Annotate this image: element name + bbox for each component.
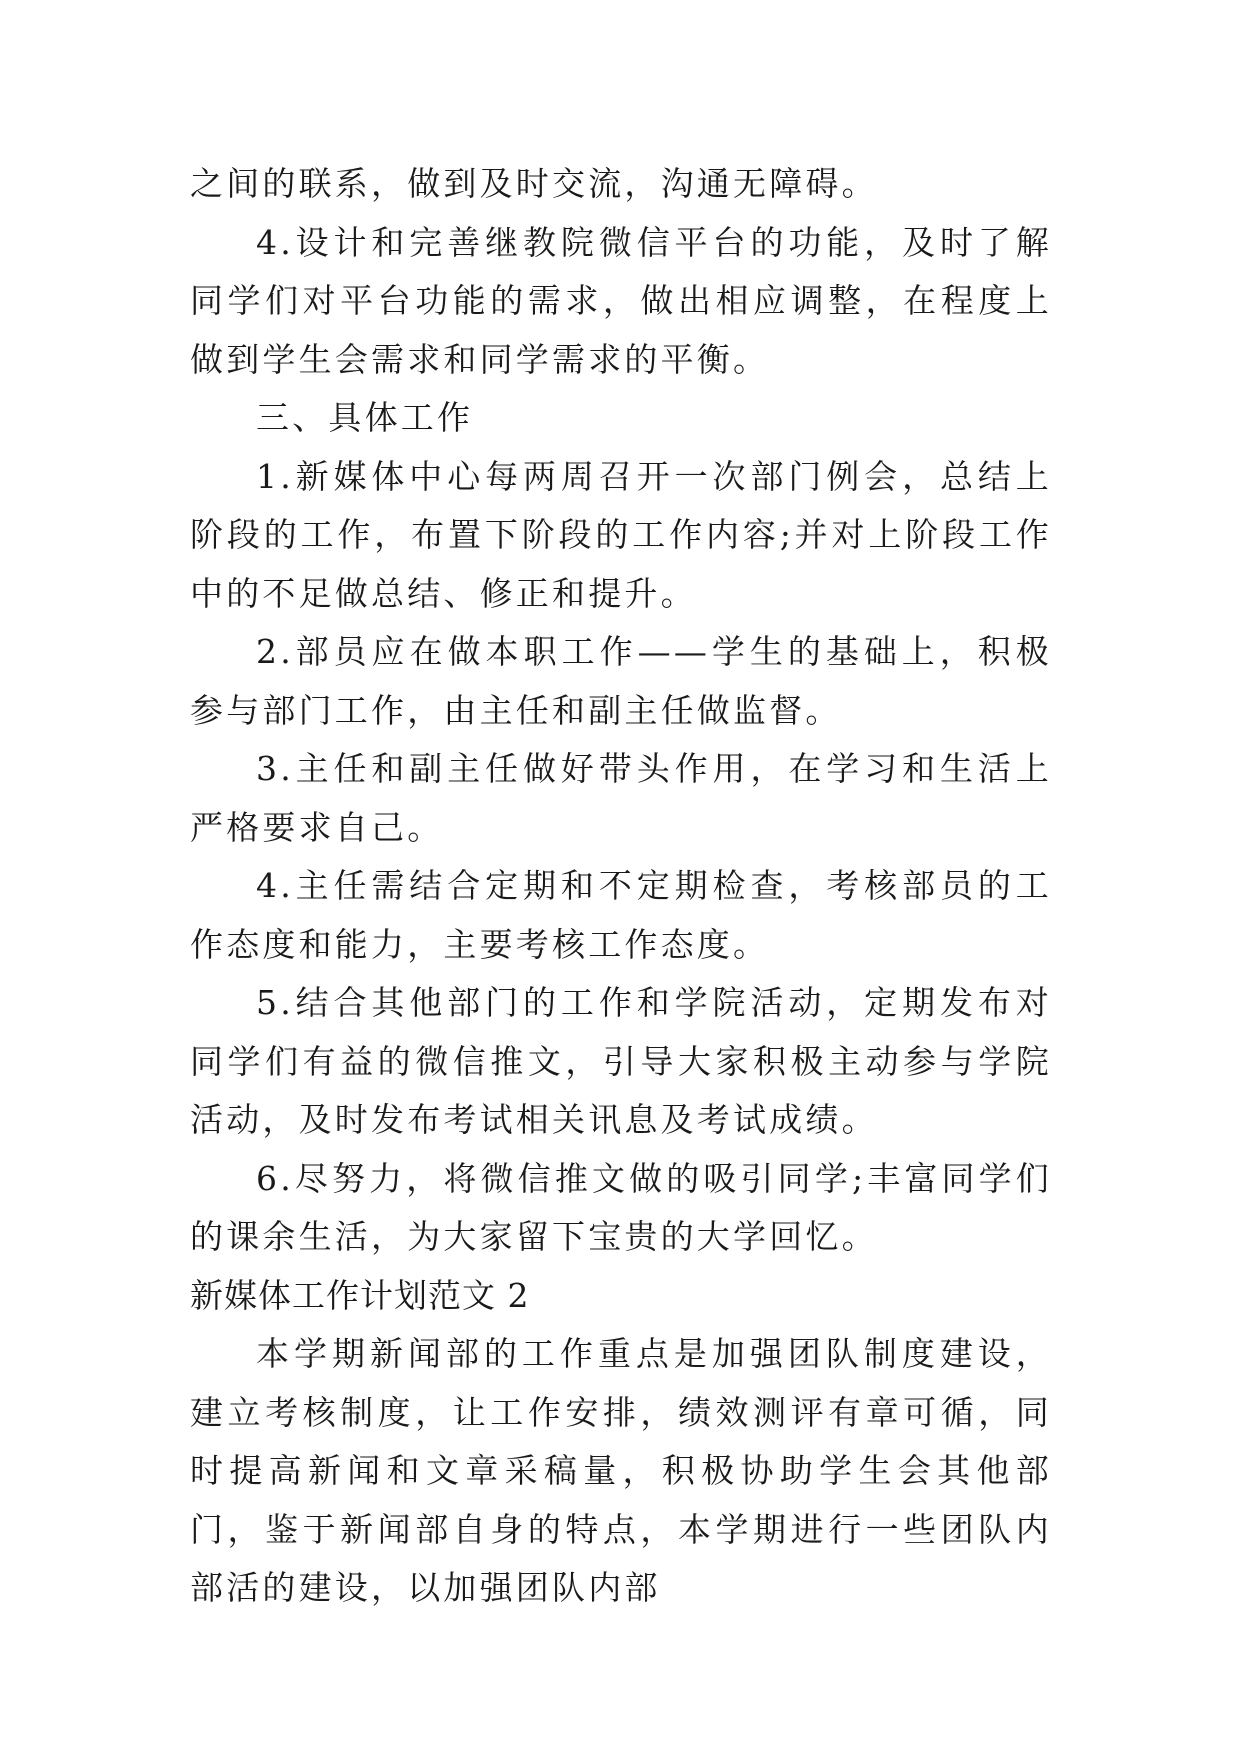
section-heading-specific-work: 三、具体工作 bbox=[256, 398, 474, 437]
document-body bbox=[190, 155, 1052, 1618]
paragraph-item-4-assessment: 4.主任需结合定期和不定期检查，考核部员的工作态度和能力，主要考核工作态度。 bbox=[190, 866, 1052, 964]
paragraph-item-4-wechat-platform: 4.设计和完善继教院微信平台的功能，及时了解同学们对平台功能的需求，做出相应调整，在程度上做到学生会需求和同学需求的平衡。 bbox=[190, 222, 1052, 379]
paragraph-item-3-leadership: 3.主任和副主任做好带头作用，在学习和生活上严格要求自己。 bbox=[190, 749, 1052, 847]
section-title: 新媒体工作计划范文 2 bbox=[190, 1275, 530, 1315]
paragraph-continuation: 之间的联系，做到及时交流，沟通无障碍。 bbox=[190, 164, 878, 203]
paragraph-item-1-meetings: 1.新媒体中心每两周召开一次部门例会，总结上阶段的工作，布置下阶段的工作内容;并对上阶段工作中的不足做总结、修正和提升。 bbox=[190, 456, 1052, 613]
paragraph-item-5-publishing: 5.结合其他部门的工作和学院活动，定期发布对同学们有益的微信推文，引导大家积极主动参与学院活动，及时发布考试相关讯息及考试成绩。 bbox=[190, 983, 1052, 1139]
paragraph-closing: 本学期新闻部的工作重点是加强团队制度建设，建立考核制度，让工作安排，绩效测评有章可循，同时提高新闻和文章采稿量，积极协助学生会其他部门，鉴于新闻部自身的特点，本学期进行一些团队内部活的建设，以加强团队内部 bbox=[190, 1334, 1052, 1607]
paragraph-item-6-effort: 6.尽努力，将微信推文做的吸引同学;丰富同学们的课余生活，为大家留下宝贵的大学回忆。 bbox=[190, 1158, 1052, 1256]
paragraph-item-2-members: 2.部员应在做本职工作——学生的基础上，积极参与部门工作，由主任和副主任做监督。 bbox=[190, 632, 1052, 730]
